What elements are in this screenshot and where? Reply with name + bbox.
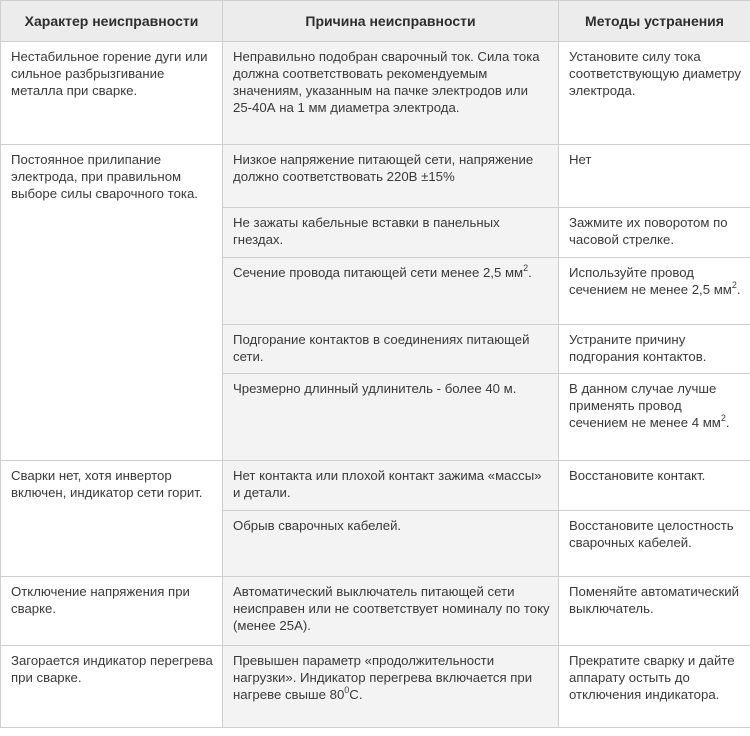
symptom-cell: Загорается индикатор перегрева при сварке. bbox=[1, 646, 223, 728]
fix-cell: Установите силу тока соответствующую диаметру электрода. bbox=[559, 42, 750, 145]
symptom-cell: Отключение напряжения при сварке. bbox=[1, 577, 223, 646]
cause-text: Сечение провода питающей сети менее 2,5 мм bbox=[233, 265, 524, 280]
cause-cell: Автоматический выключатель питающей сети неисправен или не соответствует номиналу по току (менее 25А). bbox=[223, 577, 559, 646]
cause-cell: Не зажаты кабельные вставки в панельных гнездах. bbox=[223, 208, 559, 258]
fix-cell bbox=[559, 374, 750, 461]
fix-text: Используйте провод сечением не менее 2,5 мм bbox=[569, 265, 732, 297]
cause-text-tail: . bbox=[528, 265, 532, 280]
table-row bbox=[1, 145, 750, 208]
fix-cell: Устраните причину подгорания контактов. bbox=[559, 325, 750, 374]
superscript: 2 bbox=[720, 413, 726, 423]
header-row bbox=[1, 1, 750, 42]
symptom-cell: Сварки нет, хотя инвертор включен, индикатор сети горит. bbox=[1, 461, 223, 577]
fix-text-tail: . bbox=[725, 415, 730, 430]
cause-cell: Нет контакта или плохой контакт зажима «массы» и детали. bbox=[223, 461, 559, 511]
cause-cell: Обрыв сварочных кабелей. bbox=[223, 511, 559, 577]
table-row bbox=[1, 461, 750, 511]
symptom-cell: Нестабильное горение дуги или сильное разбрызгивание металла при сварке. bbox=[1, 42, 223, 145]
cause-cell bbox=[223, 646, 559, 728]
table-row bbox=[1, 42, 750, 145]
superscript: 2 bbox=[731, 280, 737, 290]
fix-cell: Восстановите целостность сварочных кабелей. bbox=[559, 511, 750, 577]
cause-cell: Подгорание контактов в соединениях питающей сети. bbox=[223, 325, 559, 374]
cause-text: Превышен параметр «продолжительности нагрузки». Индикатор перегрева включается при нагреве свыше 80 bbox=[233, 653, 533, 702]
fix-cell: Прекратите сварку и дайте аппарату остыть до отключения индикатора. bbox=[559, 646, 750, 728]
superscript: 0 bbox=[344, 685, 350, 695]
header-symptom: Характер неисправности bbox=[1, 1, 223, 42]
fix-cell bbox=[559, 258, 750, 325]
fix-text-tail: . bbox=[736, 282, 741, 297]
header-fix: Методы устранения bbox=[559, 1, 750, 42]
cause-cell: Низкое напряжение питающей сети, напряжение должно соответствовать 220В ±15% bbox=[223, 145, 559, 208]
fix-cell: Нет bbox=[559, 145, 750, 208]
cause-cell bbox=[223, 258, 559, 325]
cause-text-tail: С. bbox=[349, 687, 363, 702]
superscript: 2 bbox=[523, 263, 529, 273]
fix-text: В данном случае лучше применять провод сечением не менее 4 мм bbox=[569, 381, 721, 430]
header-cause: Причина неисправности bbox=[223, 1, 559, 42]
cause-cell: Чрезмерно длинный удлинитель - более 40 м. bbox=[223, 374, 559, 461]
symptom-cell: Постоянное прилипание электрода, при правильном выборе силы сварочного тока. bbox=[1, 145, 223, 461]
fix-cell: Зажмите их поворотом по часовой стрелке. bbox=[559, 208, 750, 258]
fix-cell: Восстановите контакт. bbox=[559, 461, 750, 511]
table-row bbox=[1, 646, 750, 728]
cause-cell: Неправильно подобран сварочный ток. Сила тока должна соответствовать рекомендуемым значениям, указанным на пачке электродов или 25-40А на 1 мм диаметра электрода. bbox=[223, 42, 559, 145]
fix-cell: Поменяйте автоматический выключатель. bbox=[559, 577, 750, 646]
table-row bbox=[1, 577, 750, 646]
